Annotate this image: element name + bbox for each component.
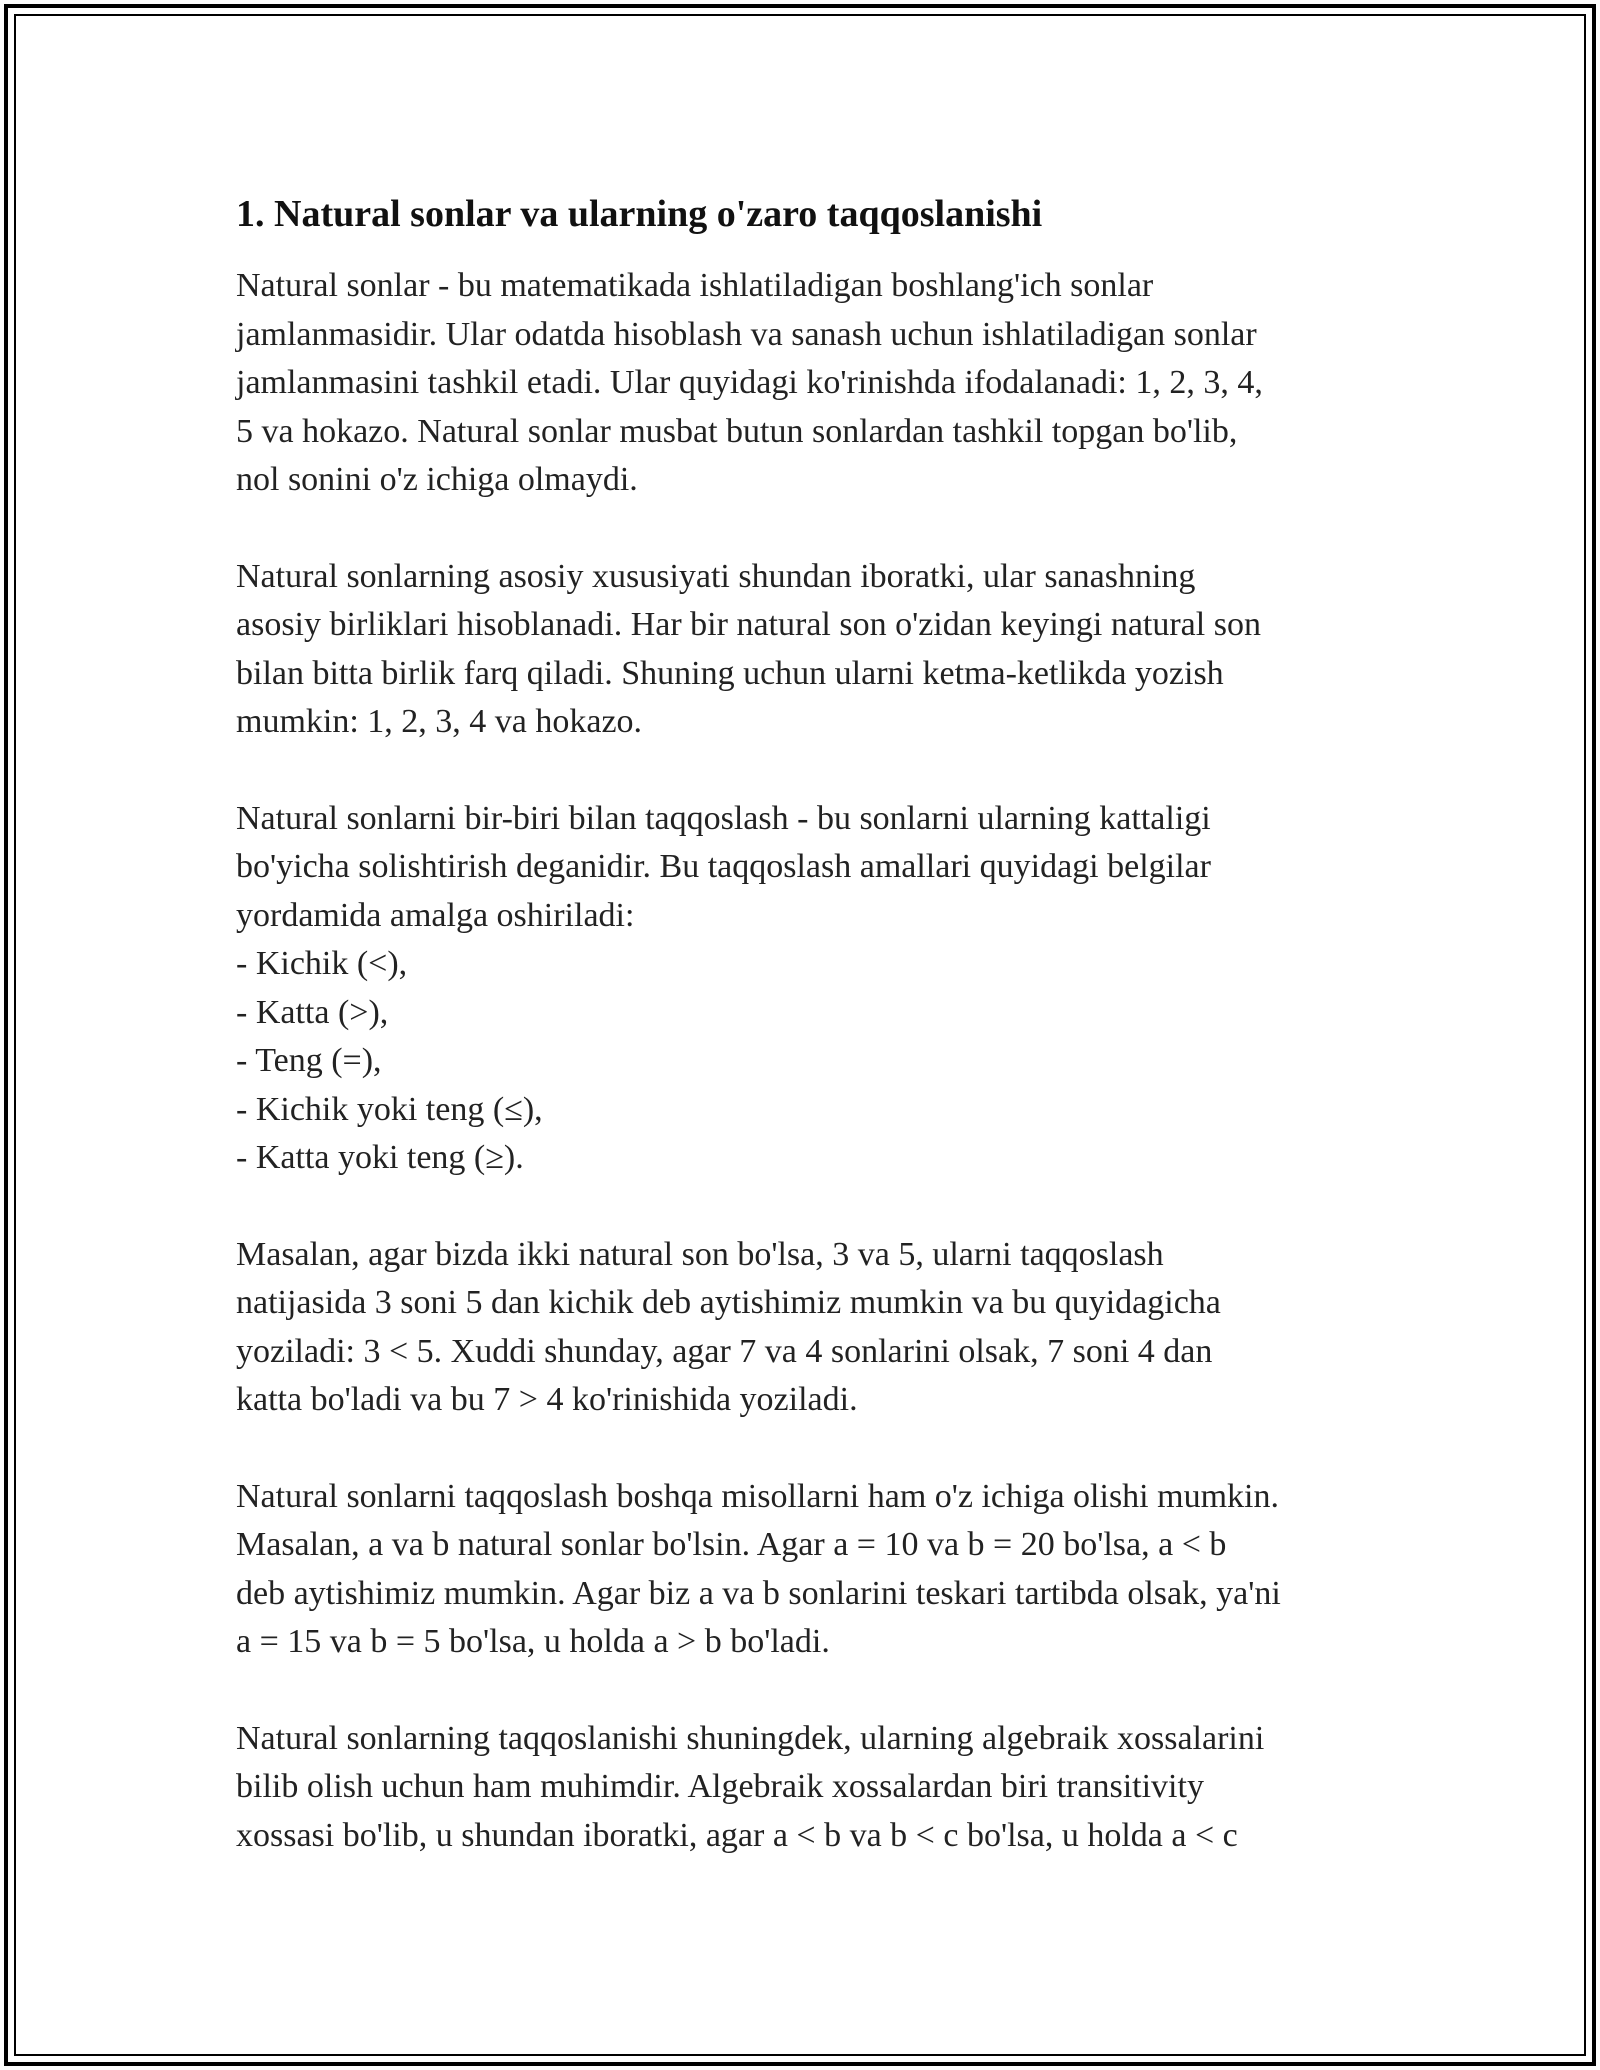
paragraph-comparison-signs bbox=[236, 795, 1386, 1183]
text-line: bilan bitta birlik farq qiladi. Shuning uchun ularni ketma-ketlikda yozish bbox=[236, 654, 1224, 692]
text-line: Natural sonlarni taqqoslash boshqa misollarni ham o'z ichiga olishi mumkin. bbox=[236, 1477, 1279, 1515]
text-line: 5 va hokazo. Natural sonlar musbat butun sonlardan tashkil topgan bo'lib, bbox=[236, 412, 1238, 450]
text-line: jamlanmasini tashkil etadi. Ular quyidagi ko'rinishda ifodalanadi: 1, 2, 3, 4, bbox=[236, 364, 1263, 401]
text-line: yoziladi: 3 < 5. Xuddi shunday, agar 7 va 4 sonlarini olsak, 7 soni 4 dan bbox=[236, 1332, 1213, 1370]
list-item-equal: - Teng (=), bbox=[236, 1042, 382, 1079]
text-line: Natural sonlar - bu matematikada ishlatiladigan boshlang'ich sonlar bbox=[236, 267, 1154, 304]
text-line: Masalan, agar bizda ikki natural son bo'lsa, 3 va 5, ularni taqqoslash bbox=[236, 1235, 1164, 1273]
paragraph-definition bbox=[236, 262, 1386, 505]
text-line: mumkin: 1, 2, 3, 4 va hokazo. bbox=[236, 703, 643, 740]
text-line: deb aytishimiz mumkin. Agar biz a va b sonlarini teskari tartibda olsak, ya'ni bbox=[236, 1574, 1281, 1612]
paragraph-example-numbers bbox=[236, 1231, 1386, 1425]
text-line: bilib olish uchun ham muhimdir. Algebraik xossalardan biri transitivity bbox=[236, 1768, 1204, 1805]
text-line: Natural sonlarning asosiy xususiyati shundan iboratki, ular sanashning bbox=[236, 557, 1196, 595]
text-line: nol sonini o'z ichiga olmaydi. bbox=[236, 461, 638, 498]
paragraph-example-variables bbox=[236, 1473, 1386, 1667]
text-line: yordamida amalga oshiriladi: bbox=[236, 896, 635, 934]
list-item-greater-or-equal: - Katta yoki teng (≥). bbox=[236, 1139, 524, 1176]
paragraph-properties bbox=[236, 553, 1386, 747]
text-line: natijasida 3 soni 5 dan kichik deb aytishimiz mumkin va bu quyidagicha bbox=[236, 1284, 1221, 1321]
text-line: jamlanmasidir. Ular odatda hisoblash va sanash uchun ishlatiladigan sonlar bbox=[236, 315, 1257, 353]
text-line: a = 15 va b = 5 bo'lsa, u holda a > b bo'ladi. bbox=[236, 1623, 830, 1660]
text-line: xossasi bo'lib, u shundan iboratki, agar a < b va b < c bo'lsa, u holda a < c bbox=[236, 1816, 1238, 1854]
text-line: asosiy birliklari hisoblanadi. Har bir natural son o'zidan keyingi natural son bbox=[236, 606, 1261, 643]
document-title: 1. Natural sonlar va ularning o'zaro taqqoslanishi bbox=[236, 193, 1043, 235]
paragraph-algebraic-properties bbox=[236, 1715, 1386, 1861]
text-line: katta bo'ladi va bu 7 > 4 ko'rinishida yoziladi. bbox=[236, 1381, 858, 1418]
document-body bbox=[236, 188, 1386, 1908]
text-line: Natural sonlarning taqqoslanishi shuningdek, ularning algebraik xossalarini bbox=[236, 1719, 1265, 1757]
list-item-less-than: - Kichik (<), bbox=[236, 945, 408, 982]
list-item-greater-than: - Katta (>), bbox=[236, 993, 389, 1031]
list-item-less-or-equal: - Kichik yoki teng (≤), bbox=[236, 1090, 543, 1128]
text-line: bo'yicha solishtirish deganidir. Bu taqqoslash amallari quyidagi belgilar bbox=[236, 848, 1211, 885]
text-line: Natural sonlarni bir-biri bilan taqqoslash - bu sonlarni ularning kattaligi bbox=[236, 799, 1211, 837]
text-line: Masalan, a va b natural sonlar bo'lsin. Agar a = 10 va b = 20 bo'lsa, a < b bbox=[236, 1526, 1227, 1563]
